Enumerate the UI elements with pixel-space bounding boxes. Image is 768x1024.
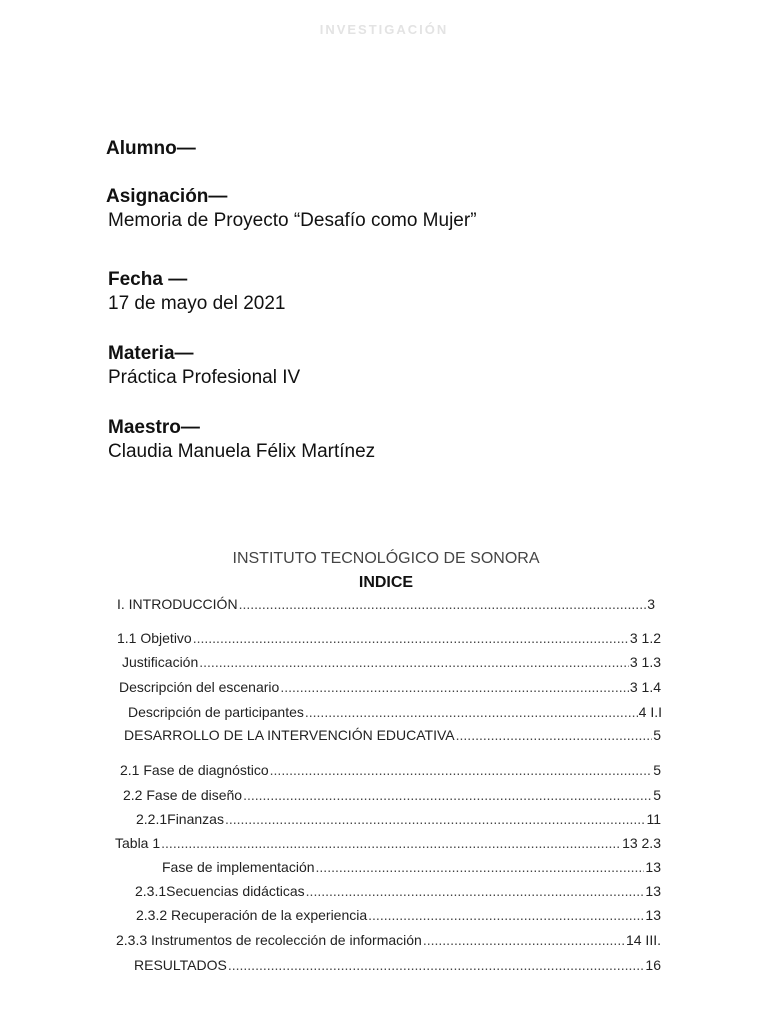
toc-entry-page: 4 I.I [638,704,662,720]
toc-entry[interactable] [136,906,661,924]
toc-entry[interactable] [122,653,661,671]
toc-entry[interactable] [124,726,661,744]
toc-entry-page: 13 [645,859,661,875]
toc-entry[interactable] [120,761,661,779]
index-title: INDICE [358,574,414,591]
toc-entry-page: 13 [645,907,661,923]
toc-entry[interactable] [135,882,661,900]
toc-entry-page: 3 [647,596,655,612]
toc-leader-dots [423,931,625,949]
toc-leader-dots [228,956,645,974]
toc-entry-text: 2.3.3 Instrumentos de recolección de información [116,932,422,948]
toc-entry[interactable] [128,703,662,721]
toc-entry-page: 3 1.3 [629,654,661,670]
toc-entry-page: 5 [653,727,661,743]
toc-entry-text: 2.1 Fase de diagnóstico [120,762,269,778]
toc-entry[interactable] [116,931,661,949]
alumno-label: Alumno— [106,138,196,159]
maestro-value: Claudia Manuela Félix Martínez [108,441,376,462]
toc-entry-page: 3 1.2 [629,630,661,646]
toc-entry-text: Descripción de participantes [128,704,304,720]
institute-name: INSTITUTO TECNOLÓGICO DE SONORA [232,550,540,567]
toc-entry-page: 5 [653,787,661,803]
toc-entry-page: 3 1.4 [629,679,661,695]
toc-entry-text: RESULTADOS [134,957,227,973]
faded-header: INVESTIGACIÓN [319,22,449,37]
toc-entry-text: Justificación [122,654,199,670]
fecha-value: 17 de mayo del 2021 [108,293,286,314]
toc-entry[interactable] [117,595,655,613]
toc-leader-dots [306,882,645,900]
toc-leader-dots [225,810,646,828]
toc-entry-page: 14 III. [625,932,661,948]
toc-entry[interactable] [115,834,661,852]
toc-leader-dots [193,629,629,647]
toc-entry-page: 5 [653,762,661,778]
toc-entry[interactable] [117,629,661,647]
toc-entry-text: 1.1 Objetivo [117,630,192,646]
asignacion-label: Asignación— [106,186,228,207]
toc-entry-page: 13 [645,883,661,899]
toc-entry-text: 2.3.2 Recuperación de la experiencia [136,907,368,923]
toc-entry-text: Descripción del escenario [119,679,280,695]
toc-entry[interactable] [162,858,661,876]
toc-entry-text: Fase de implementación [162,859,315,875]
toc-entry[interactable] [136,810,661,828]
toc-leader-dots [456,726,653,744]
toc-entry-text: 2.2.1Finanzas [136,811,224,827]
toc-leader-dots [243,786,652,804]
toc-leader-dots [280,678,629,696]
toc-entry[interactable] [134,956,661,974]
toc-entry-text: DESARROLLO DE LA INTERVENCIÓN EDUCATIVA [124,727,455,743]
toc-leader-dots [161,834,621,852]
materia-value: Práctica Profesional IV [108,367,301,388]
toc-entry-page: 11 [646,811,661,827]
toc-entry-text: 2.2 Fase de diseño [123,787,243,803]
toc-leader-dots [316,858,645,876]
toc-leader-dots [305,703,638,721]
toc-entry-page: 13 2.3 [622,835,661,851]
toc-entry-text: Tabla 1 [115,835,161,851]
materia-label: Materia— [108,343,194,364]
toc-entry[interactable] [123,786,661,804]
toc-leader-dots [239,595,647,613]
toc-leader-dots [270,761,653,779]
toc-entry-text: I. INTRODUCCIÓN [117,596,238,612]
toc-entry[interactable] [119,678,661,696]
toc-entry-page: 16 [645,957,661,973]
toc-entry-text: 2.3.1Secuencias didácticas [135,883,305,899]
asignacion-value: Memoria de Proyecto “Desafío como Mujer” [108,210,477,231]
fecha-label: Fecha — [108,269,188,290]
toc-leader-dots [368,906,644,924]
toc-leader-dots [199,653,629,671]
maestro-label: Maestro— [108,417,200,438]
